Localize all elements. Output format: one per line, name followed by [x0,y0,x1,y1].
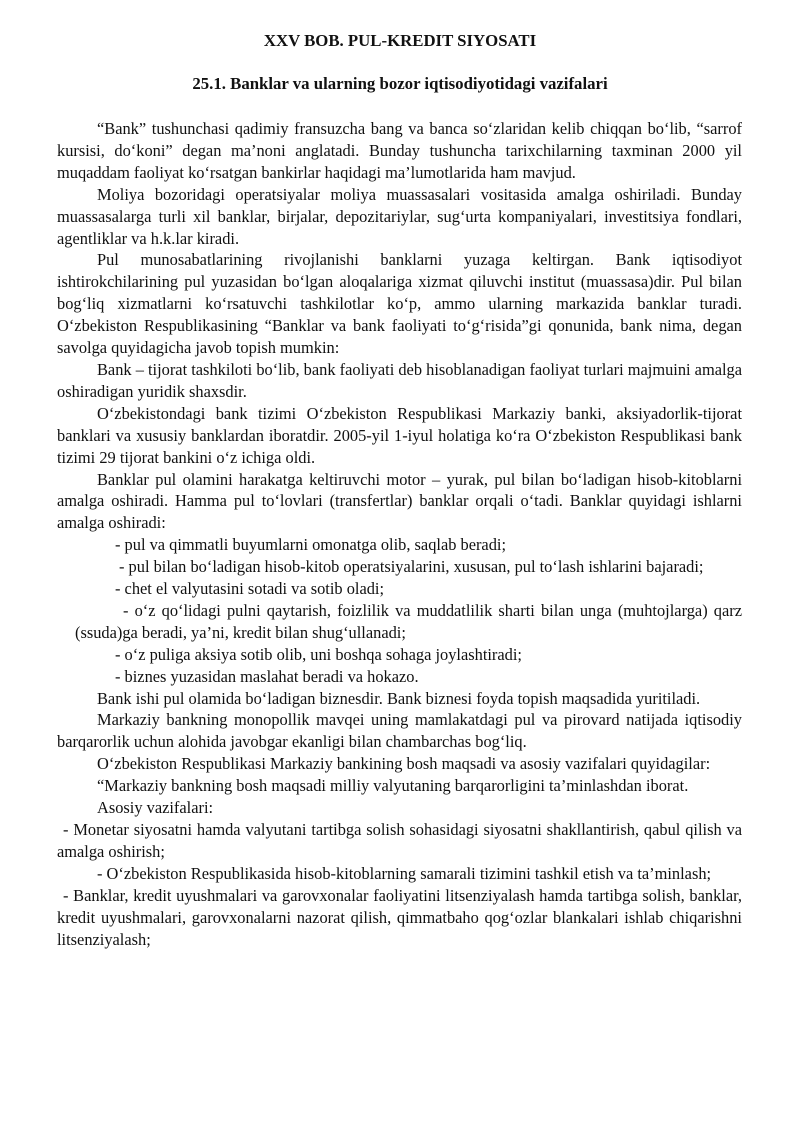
paragraph: “Bank” tushunchasi qadimiy fransuzcha bang va banca so‘zlaridan kelib chiqqan bo‘lib, “sarrof kursisi, do‘koni” degan ma’noni anglatadi. Bunday tushuncha tarixchilarning taxminan 2000 yil muqaddam faoliyat ko‘rsatgan bankirlar haqidagi ma’lumotlarida ham mavjud. [57,119,742,182]
central-bank-tasks-list [57,819,742,950]
section-title: 25.1. Banklar va ularning bozor iqtisodiyotidagi vazifalari [192,74,608,93]
paragraph: Banklar pul olamini harakatga keltiruvchi motor – yurak, pul bilan bo‘ladigan hisob-kitoblarni amalga oshiradi. Hamma pul to‘lovlari (transfertlar) banklar orqali o‘tadi. Banklar quyidagi ishlarni amalga oshiradi: [57,469,742,533]
paragraph: O‘zbekistondagi bank tizimi O‘zbekiston Respublikasi Markaziy banki, aksiyadorlik-tijorat banklari va xususiy banklardan iboratdir. 2005-yil 1-iyul holatiga ko‘ra O‘zbekiston Respublikasi bank tizimi 29 tijorat bankini o‘z ichiga oldi. [57,403,742,467]
paragraph: Moliya bozoridagi operatsiyalar moliya muassasalari vositasida amalga oshiriladi. Bunday muassasalarga turli xil banklar, birjalar, depozitariylar, sug‘urta kompaniyalari, investitsiya fondlari, agentliklar va h.k.lar kiradi. [57,184,742,248]
list-item: - Monetar siyosatni hamda valyutani tartibga solish sohasidagi siyosatni shakllantirish, qabul qilish va amalga oshirish; [57,820,742,861]
list-item: - o‘z qo‘lidagi pulni qaytarish, foizlilik va muddatlilik sharti bilan unga (muhtojlarga) qarz (ssuda)ga beradi, ya’ni, kredit bilan shug‘ullanadi; [75,600,742,642]
chapter-title: XXV BOB. PUL-KREDIT SIYOSATI [263,31,537,50]
paragraph: “Markaziy bankning bosh maqsadi milliy valyutaning barqarorligini ta’minlashdan iborat. [97,776,689,796]
list-item: - Banklar, kredit uyushmalari va garovxonalar faoliyatini litsenziyalash hamda tartibga solish, banklar, kredit uyushmalari, garovxonalarni nazorat qilish, qimmatbaho qog‘ozlar blankalari ishlab chiqarishni litsenziyalash; [57,885,742,949]
paragraph: Markaziy bankning monopollik mavqei uning mamlakatdagi pul va pirovard natijada iqtisodiy barqarorlik uchun alohida javobgar ekanligi bilan chambarchas bog‘liq. [57,710,742,752]
paragraph: Asosiy vazifalari: [97,798,214,818]
list-item: - o‘z puliga aksiya sotib olib, uni boshqa sohaga joylashtiradi; [115,644,522,664]
list-item: - O‘zbekiston Respublikasida hisob-kitoblarning samarali tizimini tashkil etish va ta’minlash; [97,863,712,883]
paragraph: O‘zbekiston Respublikasi Markaziy bankining bosh maqsadi va asosiy vazifalari quyidagilar: [97,754,711,774]
list-item: - chet el valyutasini sotadi va sotib oladi; [115,579,385,599]
paragraph: Bank – tijorat tashkiloti bo‘lib, bank faoliyati deb hisoblanadigan faoliyat turlari majmuini amalga oshiradigan yuridik shaxsdir. [57,359,742,401]
bank-functions-list [57,534,742,687]
list-item: - pul bilan bo‘ladigan hisob-kitob operatsiyalarini, xususan, pul to‘lash ishlarini bajaradi; [119,557,704,577]
list-item: - pul va qimmatli buyumlarni omonatga olib, saqlab beradi; [115,535,507,555]
paragraph: Bank ishi pul olamida bo‘ladigan biznesdir. Bank biznesi foyda topish maqsadida yuritiladi. [97,688,701,708]
document-body [57,118,742,950]
list-item: - biznes yuzasidan maslahat beradi va hokazo. [115,666,419,686]
paragraph: Pul munosabatlarining rivojlanishi banklarni yuzaga keltirgan. Bank iqtisodiyot ishtirokchilarining pul yuzasidan bo‘lgan aloqalariga xizmat qiluvchi institut (muassasa)dir. Pul bilan bog‘liq xizmatlarni ko‘rsatuvchi tashkilotlar ko‘p, ammo ularning markazida banklar turadi. O‘zbekiston Respublikasining “Banklar va bank faoliyati to‘g‘risida”gi qonunida, bank nima, degan savolga quyidagicha javob topish mumkin: [57,250,742,358]
